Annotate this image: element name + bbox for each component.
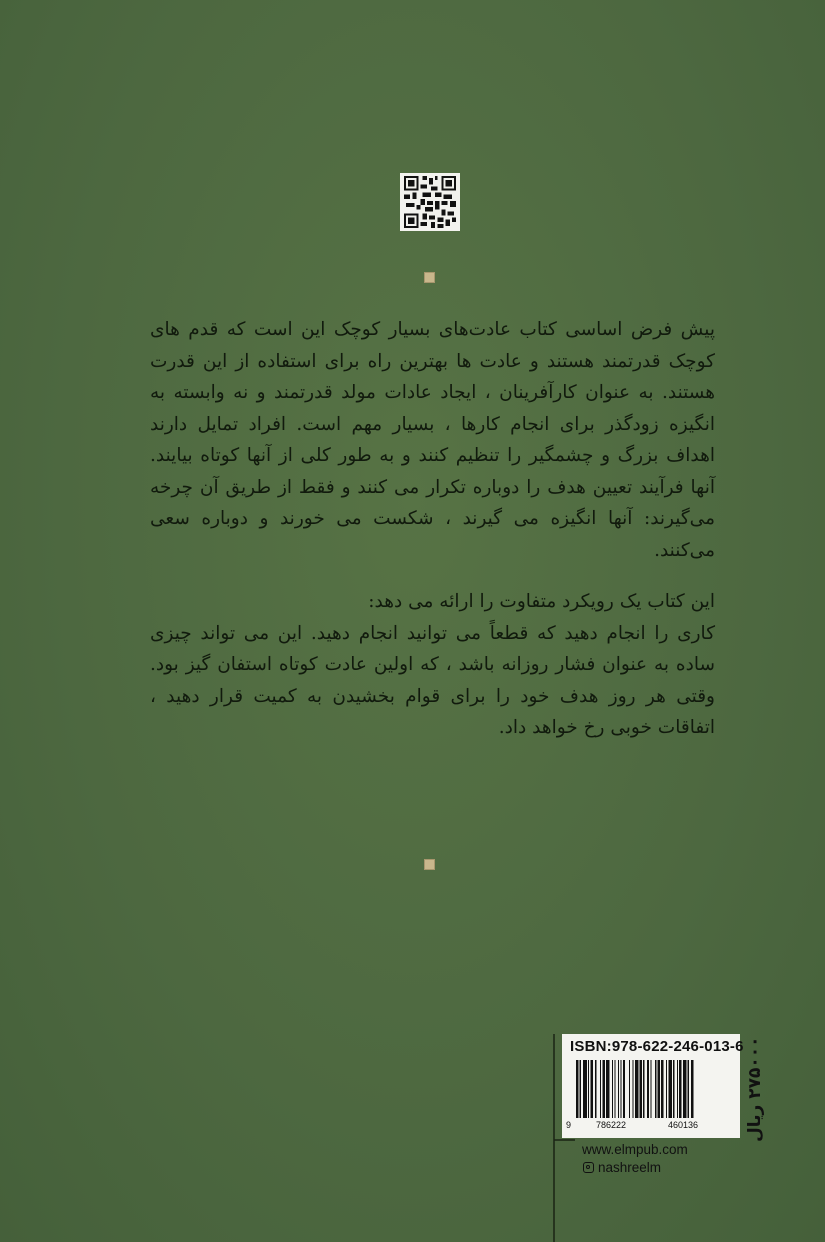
blurb-paragraph-2-body: کاری را انجام دهید که قطعاً می توانید انجام دهید. این می تواند چیزی ساده به عنوان فشار روزانه باشد ، که اولین عادت کوتاه استفان گیز بود. وقتی هر روز هدف خود را برای قوام بخشیدن به کمیت قرار دهید ، اتفاقات خوبی رخ خواهد داد. [150,622,715,738]
instagram-handle: nashreelm [598,1159,662,1175]
barcode-digit-group-2: 460136 [668,1120,699,1130]
publisher-instagram[interactable] [583,1158,743,1176]
qr-code [400,173,460,231]
back-cover-blurb [150,314,715,744]
price-label: ۲۷۵۰۰۰ ریال [745,1036,765,1142]
qr-code-icon [403,176,457,228]
barcode-bars [576,1060,734,1118]
barcode-digit-lead: 9 [566,1120,572,1130]
barcode-digit-group-1: 786222 [596,1120,627,1130]
isbn-number: ISBN:978-622-246-013-6 [570,1038,744,1055]
ornament-square-bottom [424,859,435,870]
publisher-website[interactable]: www.elmpub.com [582,1142,688,1157]
blurb-paragraph-2-intro: این کتاب یک رویکرد متفاوت را ارائه می دهد: [368,591,715,612]
blurb-paragraph-1: پیش فرض اساسی کتاب عادت‌های بسیار کوچک این است که قدم های کوچک قدرتمند هستند و عادت ها بهترین راه برای استفاده از این قدرت هستند. به عنوان کارآفرینان ، ایجاد عادات مولد قدرتمند و نه وابسته به انگیزه زودگذر برای انجام کارها ، بسیار مهم است. افراد تمایل دارند اهداف بزرگ و چشمگیر را تنظیم کنند و به طور کلی از آنها کوتاه بیایند. آنها فرآیند تعیین هدف را دوباره تکرار می کنند و فقط از طریق آن چرخه می‌گیرند: آنها انگیزه می گیرند ، شکست می خورند و دوباره سعی می‌کنند. [150,319,715,561]
barcode-digits [566,1120,736,1134]
instagram-icon [583,1162,594,1173]
isbn-barcode [562,1034,744,1138]
ornament-square-top [424,272,435,283]
